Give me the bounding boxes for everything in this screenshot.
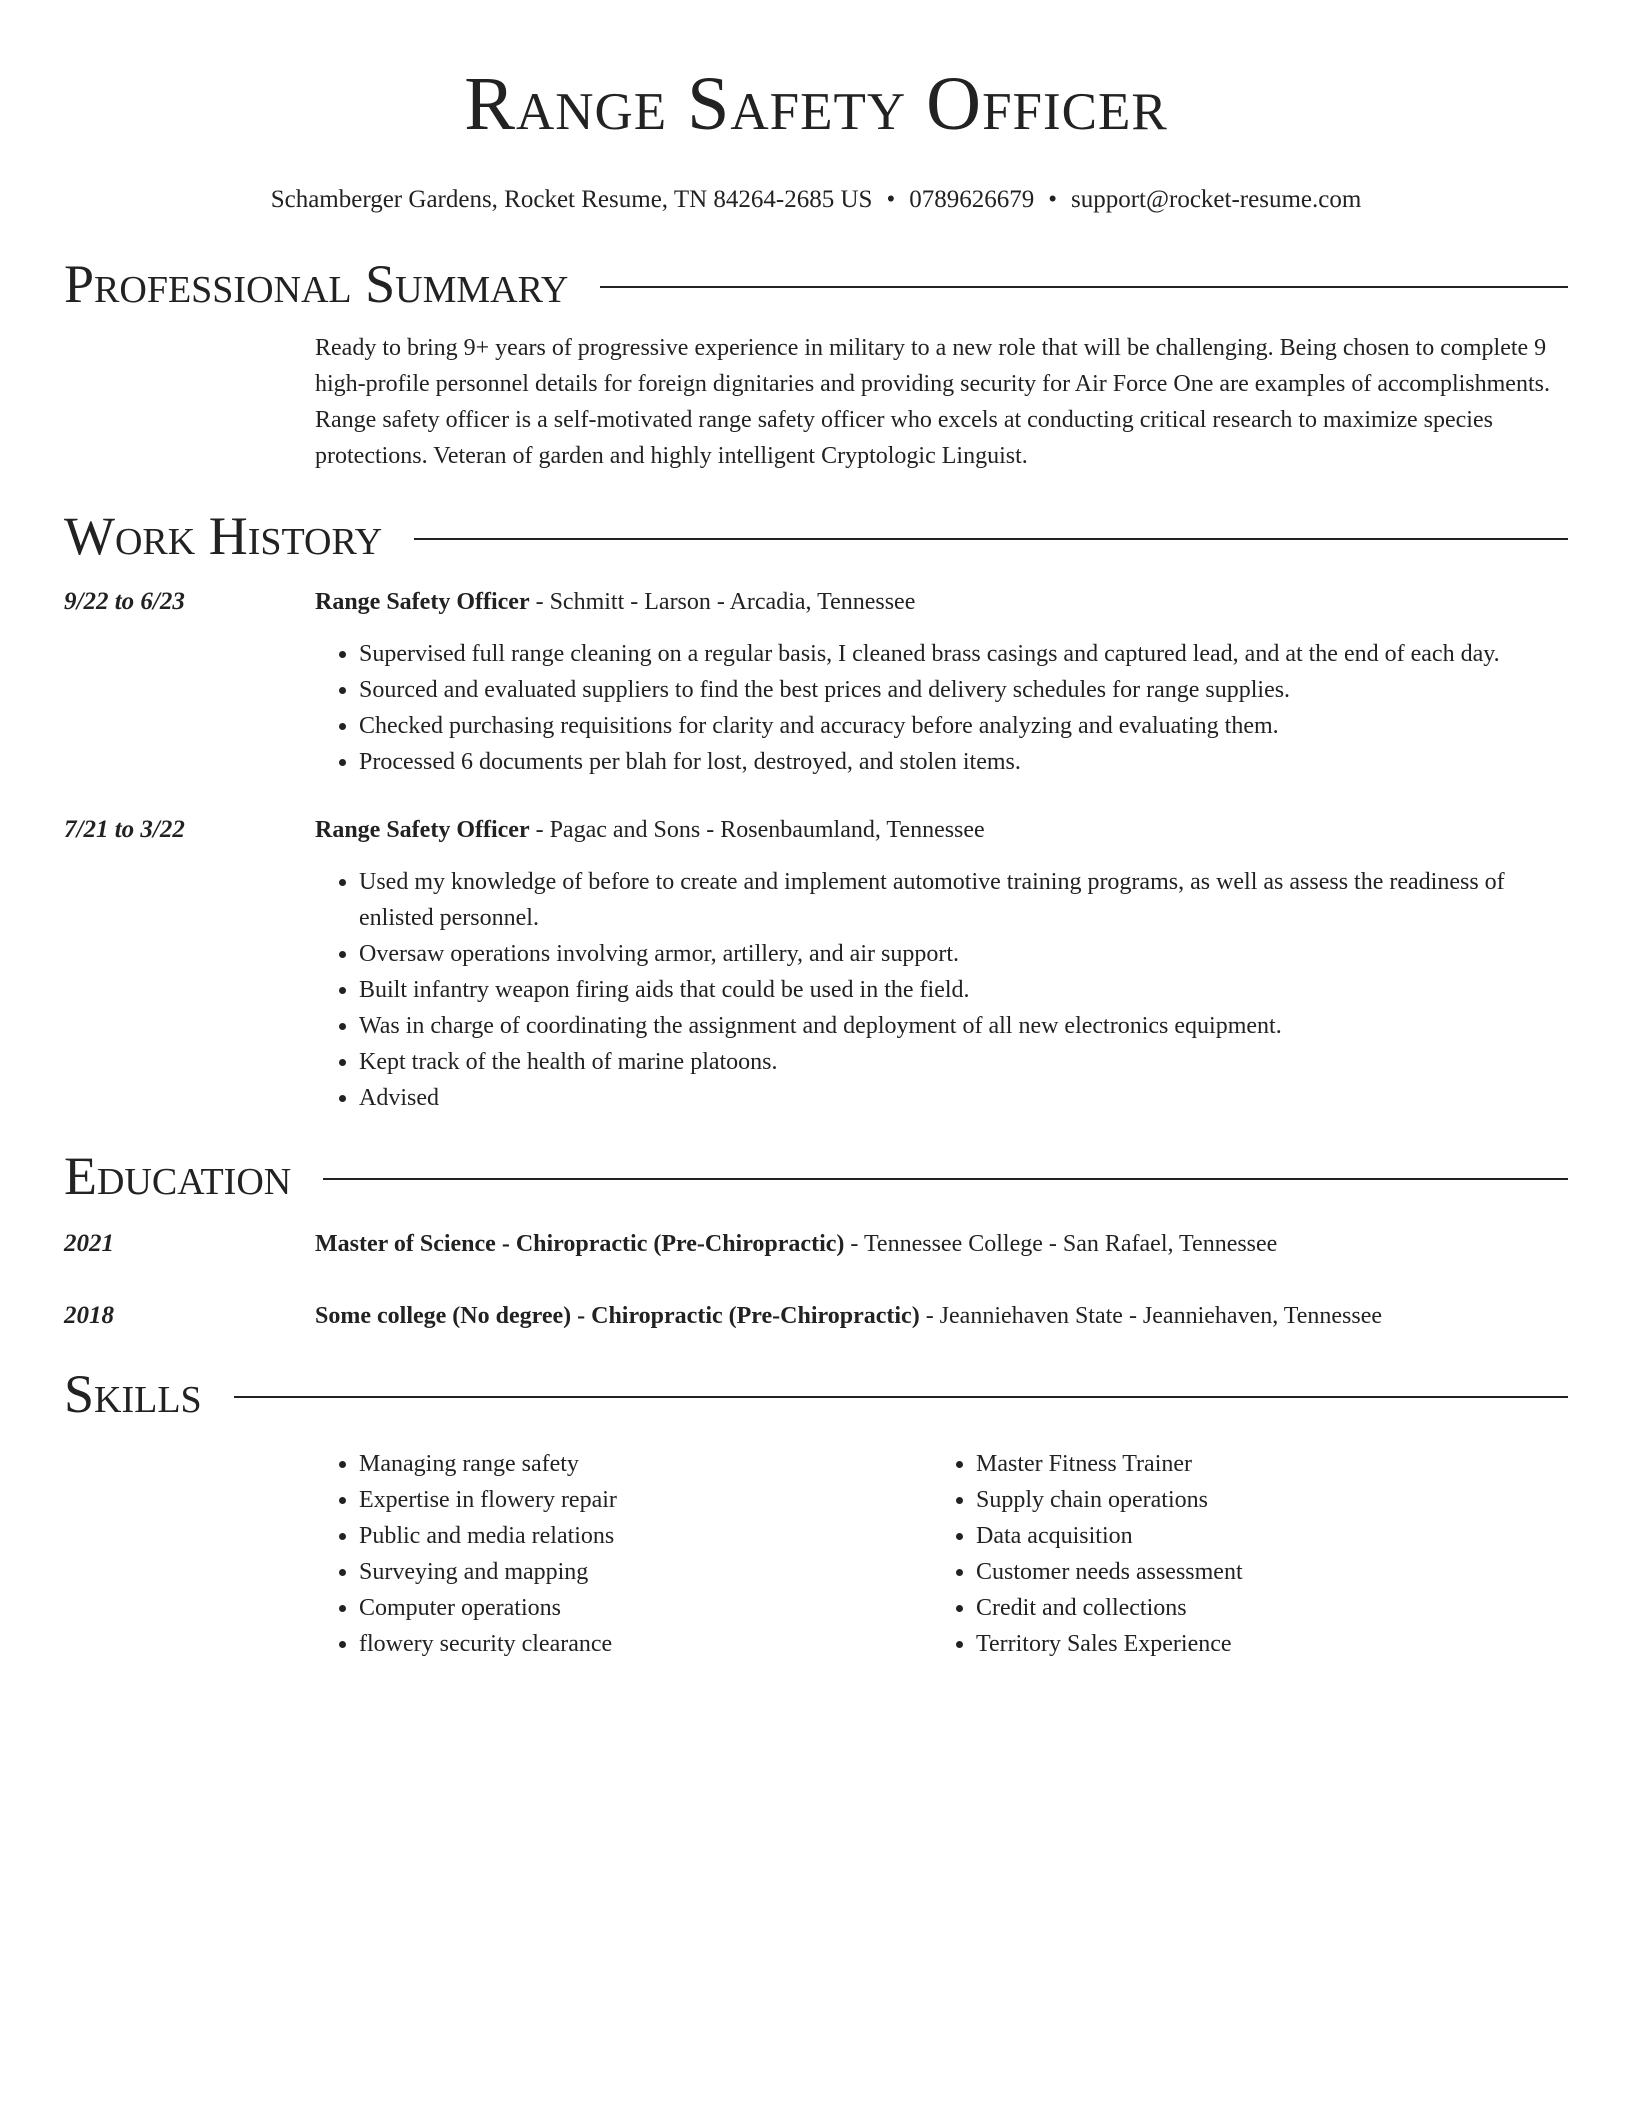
list-item: • Supervised full range cleaning on a regular basis, I cleaned brass casings and captured lead, and at the end of each day. (359, 636, 1568, 672)
list-item: • Data acquisition (976, 1518, 1549, 1554)
section-title-work: Work History (64, 506, 383, 566)
job-body (315, 812, 1568, 1116)
education-degree: Master of Science - Chiropractic (Pre-Chiropractic) (315, 1231, 845, 1257)
list-item: • Expertise in flowery repair (359, 1482, 932, 1518)
job-heading (315, 812, 1568, 848)
job-dates: 7/21 to 3/22 (64, 816, 185, 843)
skills-bullets (315, 1446, 932, 1662)
list-item: • Computer operations (359, 1590, 932, 1626)
list-item: • Advised (359, 1080, 1568, 1116)
section-divider (600, 286, 1568, 288)
education-year: 2018 (64, 1302, 114, 1329)
list-item: • Kept track of the health of marine platoons. (359, 1044, 1568, 1080)
contact-line (64, 184, 1568, 216)
section-title-education: Education (64, 1146, 292, 1206)
list-item: • Was in charge of coordinating the assignment and deployment of all new electronics equipment. (359, 1008, 1568, 1044)
job-bullets (315, 864, 1568, 1116)
list-item: • Credit and collections (976, 1590, 1549, 1626)
education-school: - Jeanniehaven State - Jeanniehaven, Tennessee (919, 1303, 1383, 1329)
list-item: • Oversaw operations involving armor, artillery, and air support. (359, 936, 1568, 972)
contact-address: Schamberger Gardens, Rocket Resume, TN 84264-2685 US (270, 186, 873, 213)
education-body (315, 1298, 1568, 1334)
list-item: • Managing range safety (359, 1446, 932, 1482)
list-item: • Checked purchasing requisitions for clarity and accuracy before analyzing and evaluating them. (359, 708, 1568, 744)
job-bullets (315, 636, 1568, 780)
list-item: • Public and media relations (359, 1518, 932, 1554)
contact-phone: 0789626679 (909, 186, 1035, 213)
section-skills-header (64, 1362, 1568, 1426)
resume-page (64, 0, 1568, 1662)
contact-separator: • (886, 186, 896, 213)
list-item: • Processed 6 documents per blah for lost, destroyed, and stolen items. (359, 744, 1568, 780)
section-education-header (64, 1144, 1568, 1208)
candidate-name: Range Safety Officer (464, 62, 1168, 146)
skills-bullets (932, 1446, 1549, 1662)
section-title-summary: Professional Summary (64, 254, 569, 314)
education-school: - Tennessee College - San Rafael, Tennessee (844, 1231, 1278, 1257)
list-item: • Used my knowledge of before to create and implement automotive training programs, as well as assess the readiness of enlisted personnel. (359, 864, 1568, 936)
section-divider (234, 1396, 1568, 1398)
skills-list (315, 1446, 1568, 1662)
list-item: • Supply chain operations (976, 1482, 1549, 1518)
summary-text: Ready to bring 9+ years of progressive experience in military to a new role that will be challenging. Being chosen to complete 9 high-profile personnel details for foreign dignitaries and providing security for Air Force One are examples of accomplishments. Range safety officer is a self-motivated range safety officer who excels at conducting critical research to maximize species protections. Veteran of garden and highly intelligent Cryptologic Linguist. (315, 335, 1550, 469)
list-item: • Sourced and evaluated suppliers to find the best prices and delivery schedules for range supplies. (359, 672, 1568, 708)
section-summary-header (64, 252, 1568, 316)
education-body (315, 1226, 1568, 1262)
skills-column-left (315, 1446, 932, 1662)
list-item: • Customer needs assessment (976, 1554, 1549, 1590)
job-dates: 9/22 to 6/23 (64, 588, 185, 615)
education-entry (64, 1226, 1568, 1262)
list-item: • Territory Sales Experience (976, 1626, 1549, 1662)
contact-separator: • (1048, 186, 1057, 213)
list-item: • Surveying and mapping (359, 1554, 932, 1590)
section-divider (323, 1178, 1568, 1180)
job-title: Range Safety Officer (315, 817, 530, 843)
education-entry (64, 1298, 1568, 1334)
list-item: • flowery security clearance (359, 1626, 932, 1662)
job-employer: - Schmitt - Larson - Arcadia, Tennessee (529, 589, 916, 615)
education-degree: Some college (No degree) - Chiropractic (Pre-Chiropractic) (315, 1303, 920, 1329)
job-entry (64, 812, 1568, 1116)
list-item: • Built infantry weapon firing aids that could be used in the field. (359, 972, 1568, 1008)
education-year: 2021 (64, 1230, 114, 1257)
job-title: Range Safety Officer (315, 589, 530, 615)
contact-email: support@rocket-resume.com (1070, 186, 1362, 213)
section-title-skills: Skills (64, 1364, 202, 1424)
job-employer: - Pagac and Sons - Rosenbaumland, Tennessee (529, 817, 985, 843)
job-entry (64, 584, 1568, 780)
job-heading (315, 584, 1568, 620)
list-item: • Master Fitness Trainer (976, 1446, 1549, 1482)
skills-column-right (932, 1446, 1549, 1662)
job-body (315, 584, 1568, 780)
section-work-header (64, 504, 1568, 568)
section-divider (414, 538, 1568, 540)
